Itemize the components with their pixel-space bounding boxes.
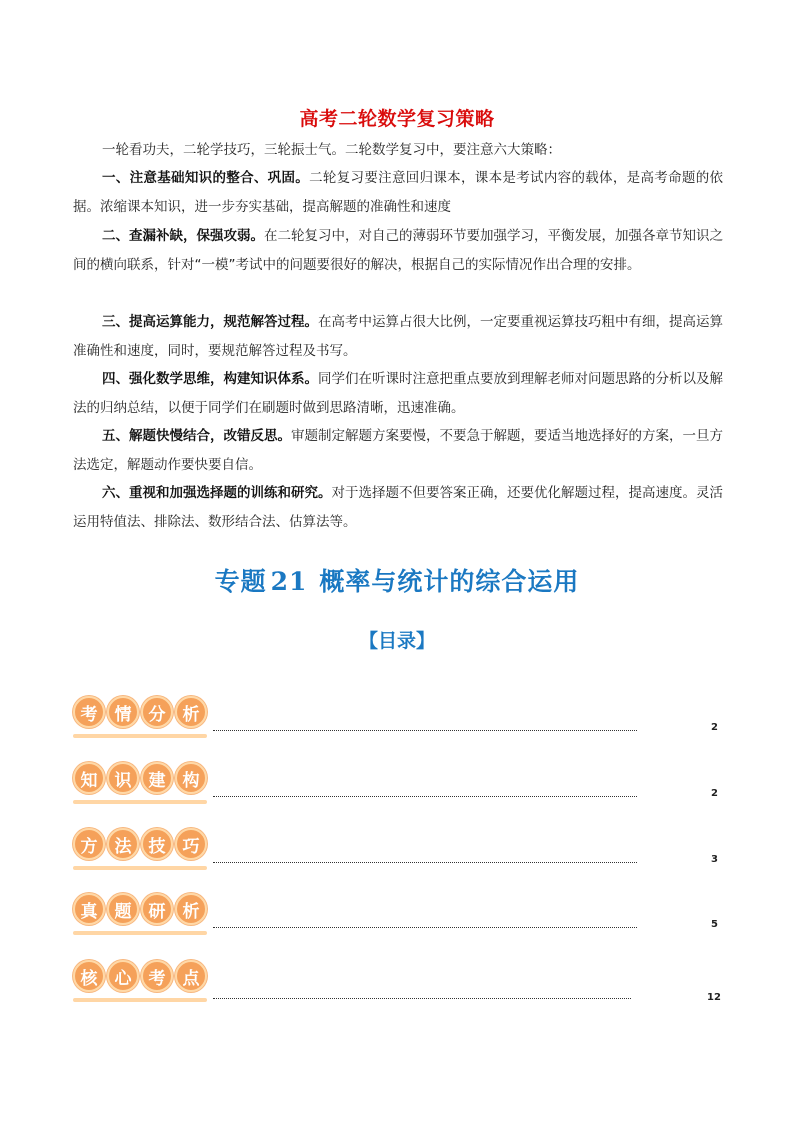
badge-char: 情	[107, 696, 139, 728]
strategy-title: 高考二轮数学复习策略	[299, 108, 495, 130]
strategy-item-6-text: 对于选择题不但要答案正确，还要优化解题过程，提高速度。灵活运用特值法、排除法、数形结合法、估算法等。	[73, 485, 723, 530]
strategy-item-2-heading: 二、查漏补缺，保强攻弱。	[102, 228, 264, 244]
strategy-item-2-text: 在二轮复习中，对自己的薄弱环节要加强学习，平衡发展，加强各章节知识之间的横向联系，针对“一模”考试中的问题要很好的解决，根据自己的实际情况作出合理的安排。	[73, 228, 723, 273]
badge-underline	[73, 734, 207, 738]
topic-name: 概率与统计的综合运用	[319, 567, 580, 596]
badge-char: 真	[73, 893, 105, 925]
strategy-item-3-text: 在高考中运算占很大比例，一定要重视运算技巧粗中有细，提高运算准确性和速度，同时，要规范解答过程及书写。	[73, 314, 723, 359]
badge-char: 核	[73, 960, 105, 992]
toc-dot-leader	[213, 796, 637, 797]
strategy-item-5-heading: 五、解题快慢结合，改错反思。	[102, 428, 291, 444]
toc-page-number: 12	[707, 992, 721, 1003]
toc-dot-leader	[213, 927, 637, 928]
badge-char: 方	[73, 828, 105, 860]
badge-char: 分	[141, 696, 173, 728]
badge-underline	[73, 931, 207, 935]
badge-underline	[73, 998, 207, 1002]
strategy-item-3-heading: 三、提高运算能力，规范解答过程。	[102, 314, 318, 330]
badge-char: 巧	[175, 828, 207, 860]
badge-char: 析	[175, 893, 207, 925]
badge-char: 题	[107, 893, 139, 925]
toc-entry[interactable]	[73, 828, 733, 888]
strategy-intro: 一轮看功夫，二轮学技巧，三轮振士气。二轮数学复习中，要注意六大策略：	[102, 142, 561, 158]
topic-prefix: 专题	[214, 567, 267, 596]
toc-page-number: 2	[711, 788, 718, 799]
strategy-item-1	[73, 164, 723, 222]
topic-title	[0, 562, 794, 598]
strategy-item-3	[73, 308, 723, 366]
badge-char: 析	[175, 696, 207, 728]
strategy-item-2	[73, 222, 723, 280]
toc-dot-leader	[213, 998, 631, 999]
badge-char: 技	[141, 828, 173, 860]
toc-entry-badges	[73, 696, 207, 728]
toc-page-number: 2	[711, 722, 718, 733]
toc-page-number: 5	[711, 919, 718, 930]
badge-char: 建	[141, 762, 173, 794]
toc-entry-badges	[73, 960, 207, 992]
badge-char: 研	[141, 893, 173, 925]
badge-char: 考	[141, 960, 173, 992]
toc-page-number: 3	[711, 854, 718, 865]
toc-entry[interactable]	[73, 696, 733, 756]
toc-entry-badges	[73, 828, 207, 860]
badge-char: 构	[175, 762, 207, 794]
strategy-item-4	[73, 365, 723, 423]
strategy-item-1-text: 二轮复习要注意回归课本，课本是考试内容的载体，是高考命题的依据。浓缩课本知识，进一步夯实基础，提高解题的准确性和速度	[73, 170, 724, 215]
badge-char: 心	[107, 960, 139, 992]
strategy-item-6	[73, 479, 723, 537]
topic-number: 21	[270, 567, 308, 596]
toc-entry-badges	[73, 893, 207, 925]
toc-entry[interactable]	[73, 893, 733, 953]
strategy-item-5-text: 审题制定解题方案要慢，不要急于解题，要适当地选择好的方案，一旦方法选定，解题动作要快要自信。	[73, 428, 723, 473]
strategy-item-6-heading: 六、重视和加强选择题的训练和研究。	[102, 485, 332, 501]
badge-char: 考	[73, 696, 105, 728]
badge-char: 知	[73, 762, 105, 794]
badge-char: 法	[107, 828, 139, 860]
toc-heading: 【目录】	[358, 630, 435, 652]
toc-entry[interactable]	[73, 762, 733, 822]
toc-dot-leader	[213, 862, 637, 863]
toc-entry[interactable]	[73, 960, 733, 1020]
strategy-item-5	[73, 422, 723, 480]
strategy-item-4-text: 同学们在听课时注意把重点要放到理解老师对问题思路的分析以及解法的归纳总结，以便于同学们在刷题时做到思路清晰，迅速准确。	[73, 371, 723, 416]
strategy-item-4-heading: 四、强化数学思维，构建知识体系。	[102, 371, 318, 387]
toc-entry-badges	[73, 762, 207, 794]
strategy-item-1-heading: 一、注意基础知识的整合、巩固。	[102, 170, 310, 186]
badge-underline	[73, 800, 207, 804]
badge-char: 识	[107, 762, 139, 794]
badge-underline	[73, 866, 207, 870]
toc-dot-leader	[213, 730, 637, 731]
badge-char: 点	[175, 960, 207, 992]
